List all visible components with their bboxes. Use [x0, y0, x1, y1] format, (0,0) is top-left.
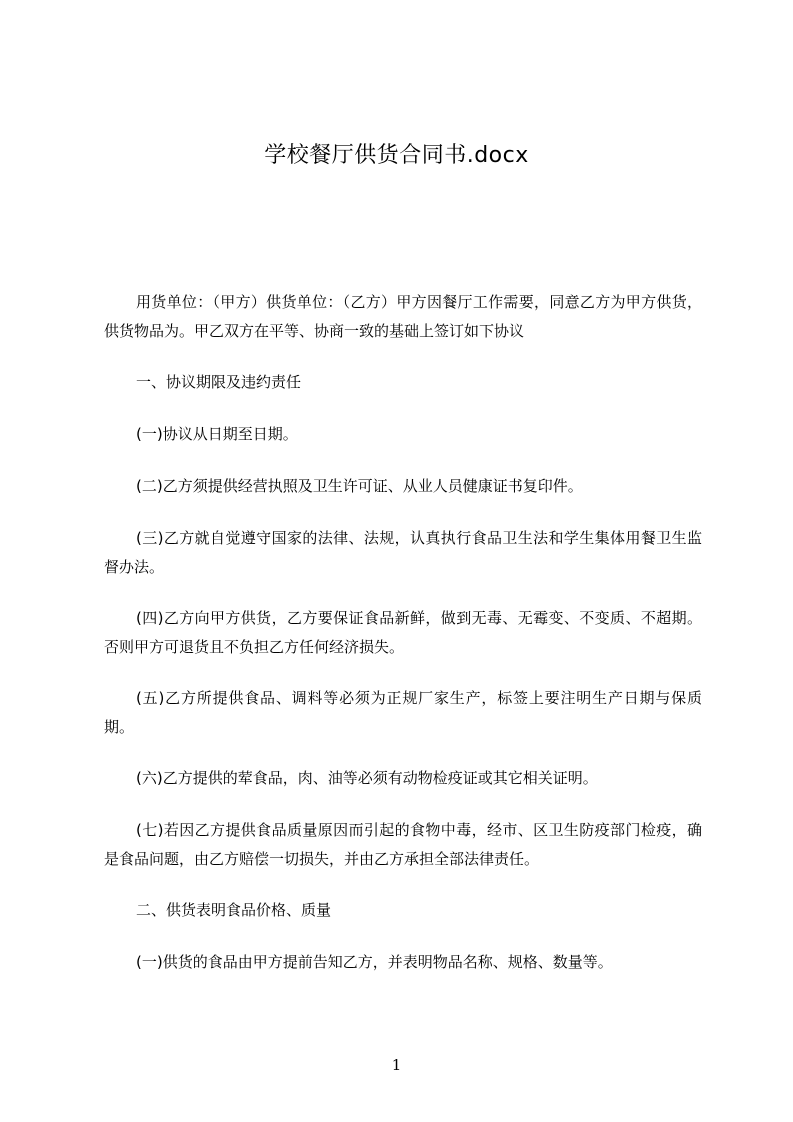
section-heading-1: 一、协议期限及违约责任 [136, 373, 302, 391]
clause-1-1: (一)协议从日期至日期。 [136, 425, 298, 443]
clause-1-5: (五)乙方所提供食品、调料等必须为正规厂家生产，标签上要注明生产日期与保质期。 [104, 689, 702, 736]
paragraph-intro: 用货单位：（甲方）供货单位：（乙方）甲方因餐厅工作需要，同意乙方为甲方供货，供货物品为。甲乙双方在平等、协商一致的基础上签订如下协议 [104, 293, 702, 340]
section-heading-2: 二、供货表明食品价格、质量 [136, 901, 332, 919]
document-title: 学校餐厅供货合同书.docx [264, 143, 529, 168]
clause-1-3: (三)乙方就自觉遵守国家的法律、法规，认真执行食品卫生法和学生集体用餐卫生监督办法。 [104, 529, 702, 576]
document-body [104, 288, 702, 1000]
clause-1-4: (四)乙方向甲方供货，乙方要保证食品新鲜，做到无毒、无霉变、不变质、不超期。否则甲方可退货且不负担乙方任何经济损失。 [104, 609, 702, 656]
clause-2-1: (一)供货的食品由甲方提前告知乙方，并表明物品名称、规格、数量等。 [136, 953, 613, 971]
clause-1-2: (二)乙方须提供经营执照及卫生许可证、从业人员健康证书复印件。 [136, 477, 583, 495]
clause-1-7: (七)若因乙方提供食品质量原因而引起的食物中毒，经市、区卫生防疫部门检疫，确是食品问题，由乙方赔偿一切损失，并由乙方承担全部法律责任。 [104, 821, 702, 868]
clause-1-6: (六)乙方提供的荤食品，肉、油等必须有动物检疫证或其它相关证明。 [136, 769, 598, 787]
page-number: 1 [391, 1056, 402, 1074]
